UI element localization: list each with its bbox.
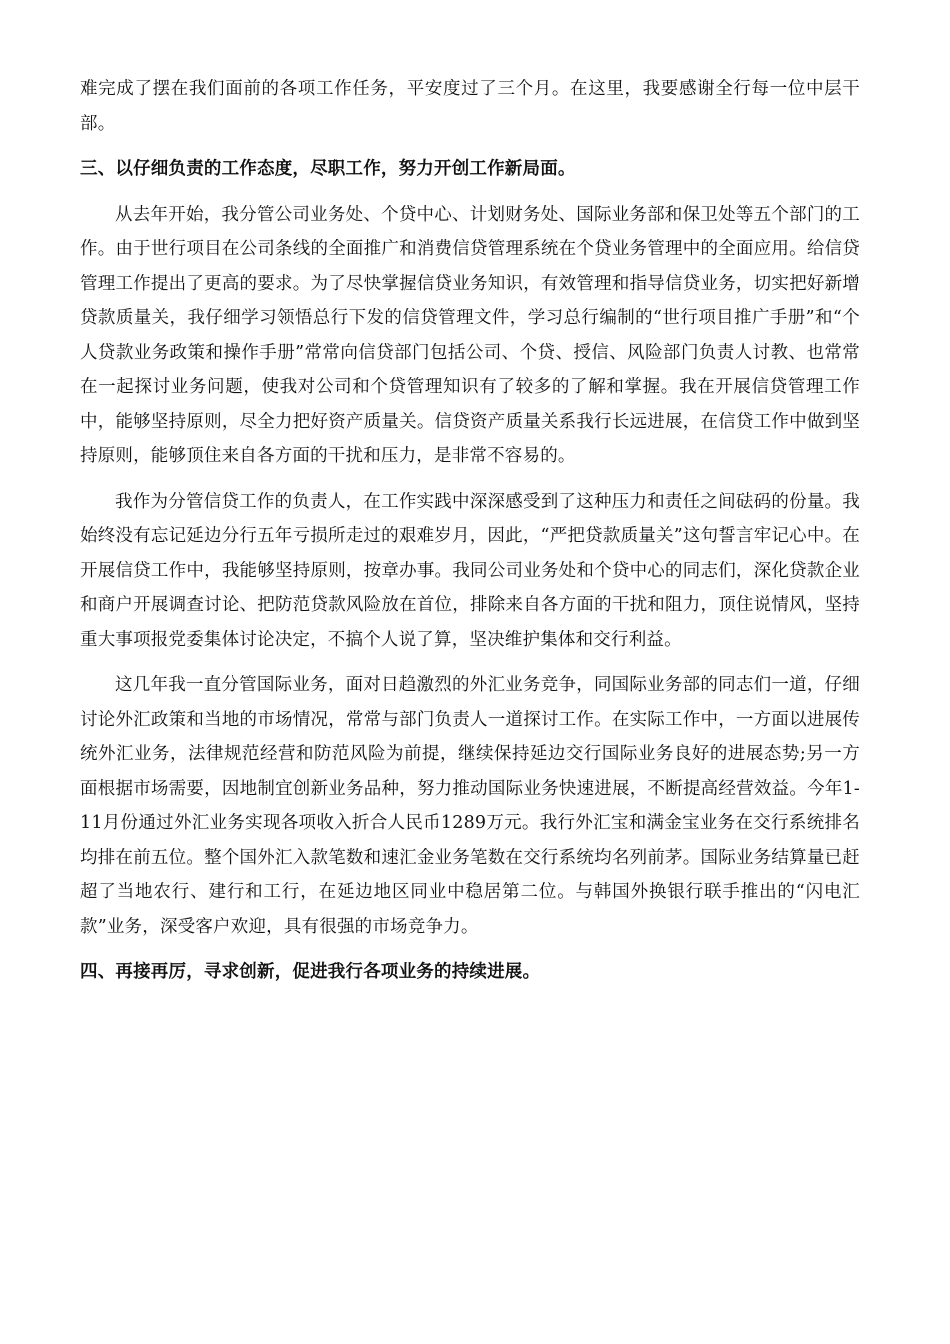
paragraph-closing-thanks: 难完成了摆在我们面前的各项工作任务，平安度过了三个月。在这里，我要感谢全行每一位中层干部。 [80,79,860,134]
paragraph-international-business: 这几年我一直分管国际业务，面对日趋激烈的外汇业务竞争，同国际业务部的同志们一道，仔细讨论外汇政策和当地的市场情况，常常与部门负责人一道探讨工作。在实际工作中，一方面以进展传统外汇业务，法律规范经营和防范风险为前提，继续保持延边交行国际业务良好的进展态势;另一方面根据市场需要，因地制宜创新业务品种，努力推动国际业务快速进展，不断提高经营效益。今年1-11月份通过外汇业务实现各项收入折合人民币1289万元。我行外汇宝和满金宝业务在交行系统排名均排在前五位。整个国外汇入款笔数和速汇金业务笔数在交行系统均名列前茅。国际业务结算量已赶超了当地农行、建行和工行，在延边地区同业中稳居第二位。与韩国外换银行联手推出的“闪电汇款”业务，深受客户欢迎，具有很强的市场竞争力。 [80,675,860,937]
paragraph-credit-management: 从去年开始，我分管公司业务处、个贷中心、计划财务处、国际业务部和保卫处等五个部门的工作。由于世行项目在公司条线的全面推广和消费信贷管理系统在个贷业务管理中的全面应用。给信贷管理工作提出了更高的要求。为了尽快掌握信贷业务知识，有效管理和指导信贷业务，切实把好新增贷款质量关，我仔细学习领悟总行下发的信贷管理文件，学习总行编制的“世行项目推广手册”和“个人贷款业务政策和操作手册”常常向信贷部门包括公司、个贷、授信、风险部门负责人讨教、也常常在一起探讨业务问题，使我对公司和个贷管理知识有了较多的了解和掌握。我在开展信贷管理工作中，能够坚持原则，尽全力把好资产质量关。信贷资产质量关系我行长远进展，在信贷工作中做到坚持原则，能够顶住来自各方面的干扰和压力，是非常不容易的。 [80,204,860,466]
paragraph-credit-responsibility: 我作为分管信贷工作的负责人，在工作实践中深深感受到了这种压力和责任之间砝码的份量。我始终没有忘记延边分行五年亏损所走过的艰难岁月，因此，“严把贷款质量关”这句誓言牢记心中。在开展信贷工作中，我能够坚持原则，按章办事。我同公司业务处和个贷中心的同志们，深化贷款企业和商户开展调查讨论、把防范贷款风险放在首位，排除来自各方面的干扰和阻力，顶住说情风，坚持重大事项报党委集体讨论决定，不搞个人说了算，坚决维护集体和交行利益。 [80,491,860,650]
section-heading-four: 四、再接再厉，寻求创新，促进我行各项业务的持续进展。 [80,962,541,982]
section-heading-three: 三、以仔细负责的工作态度，尽职工作，努力开创工作新局面。 [80,159,576,179]
document-body [80,72,860,1001]
